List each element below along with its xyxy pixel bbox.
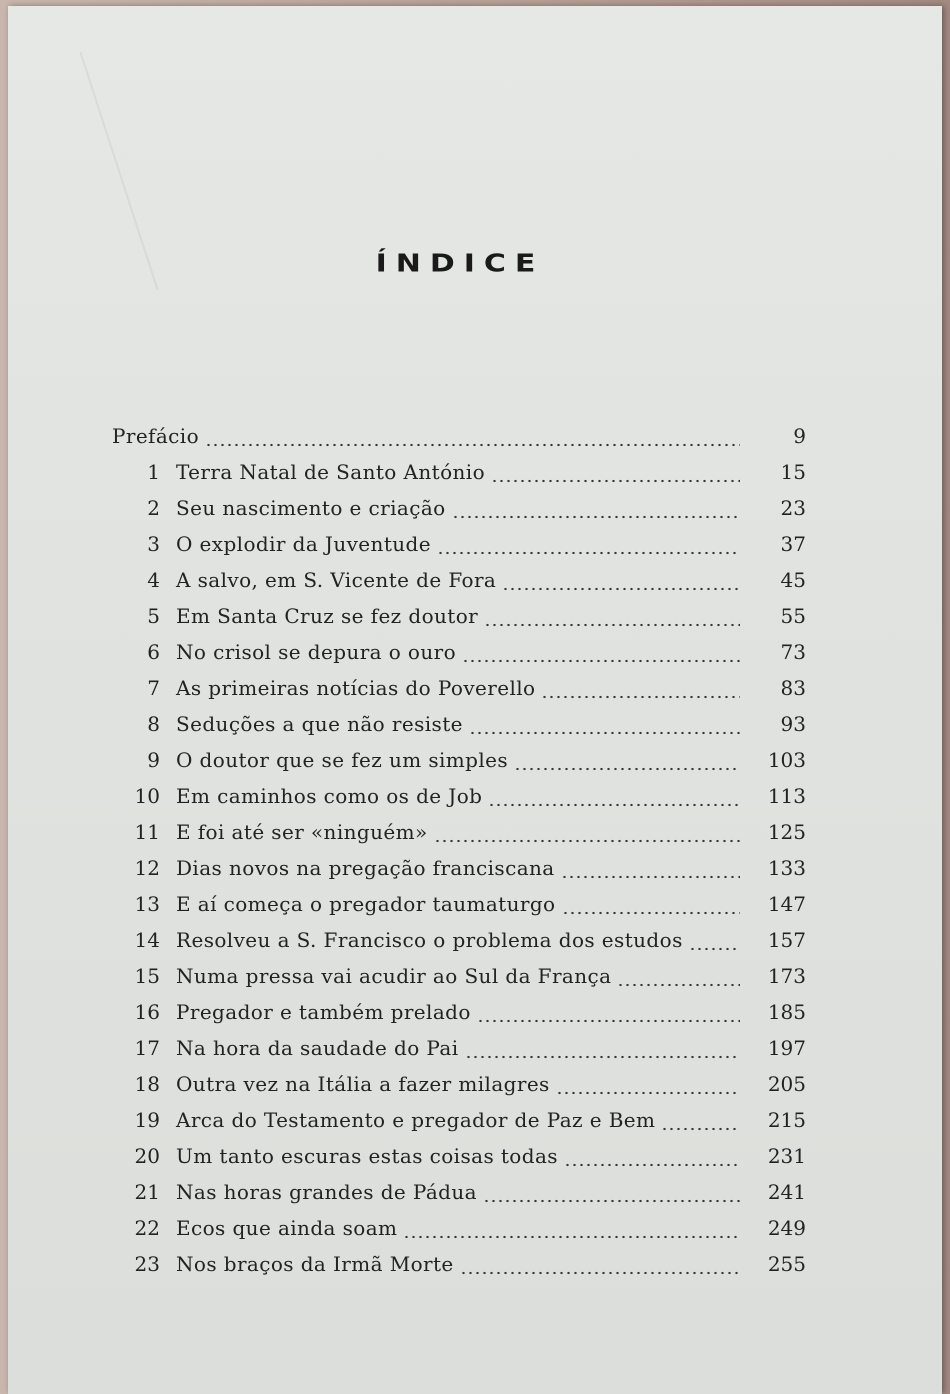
- page-number: 103: [767, 748, 806, 772]
- dot-leader: [617, 983, 740, 987]
- chapter-title: Nas horas grandes de Pádua: [176, 1180, 477, 1204]
- page-number: 45: [780, 568, 806, 592]
- toc-entry: [112, 712, 812, 742]
- chapter-number: 14: [134, 928, 160, 952]
- chapter-title: Em Santa Cruz se fez doutor: [176, 604, 479, 628]
- toc-entry: [112, 532, 812, 562]
- toc-entry: [112, 784, 812, 814]
- page-number: 249: [767, 1216, 806, 1240]
- toc-entry: [112, 928, 812, 958]
- chapter-title: Ecos que ainda soam: [176, 1216, 398, 1240]
- dot-leader: [477, 1019, 740, 1023]
- toc-entry: [112, 820, 812, 850]
- dot-leader: [469, 731, 740, 735]
- dot-leader: [502, 587, 740, 591]
- chapter-title: O doutor que se fez um simples: [176, 748, 509, 772]
- chapter-title: Resolveu a S. Francisco o problema dos estudos: [176, 928, 683, 952]
- page-number: 23: [780, 496, 806, 520]
- chapter-number: 8: [147, 712, 160, 736]
- page-number: 241: [767, 1180, 806, 1204]
- dot-leader: [514, 767, 740, 771]
- toc-entry: [112, 568, 812, 598]
- chapter-title: Um tanto escuras estas coisas todas: [176, 1144, 558, 1168]
- dot-leader: [564, 1163, 740, 1167]
- chapter-title: Em caminhos como os de Job: [176, 784, 483, 808]
- toc-entry: [112, 460, 812, 490]
- chapter-number: 20: [134, 1144, 160, 1168]
- chapter-title: O explodir da Juventude: [176, 532, 431, 556]
- chapter-number: 2: [147, 496, 160, 520]
- dot-leader: [484, 623, 740, 627]
- page-number: 215: [767, 1108, 806, 1132]
- chapter-number: 17: [134, 1036, 160, 1060]
- page-number: 37: [780, 532, 806, 556]
- chapter-number: 18: [134, 1072, 160, 1096]
- chapter-number: 12: [134, 856, 160, 880]
- chapter-title: No crisol se depura o ouro: [176, 640, 457, 664]
- toc-entry: [112, 604, 812, 634]
- chapter-title: E foi até ser «ninguém»: [176, 820, 428, 844]
- page-number: 197: [767, 1036, 806, 1060]
- page-number: 125: [767, 820, 806, 844]
- toc-entry: [112, 1108, 812, 1138]
- dot-leader: [452, 515, 740, 519]
- toc-entry: [112, 1072, 812, 1102]
- toc-entry: [112, 1036, 812, 1066]
- chapter-number: 16: [134, 1000, 160, 1024]
- dot-leader: [205, 443, 740, 447]
- toc-entry: [112, 1000, 812, 1030]
- page-number: 231: [767, 1144, 806, 1168]
- page-number: 185: [767, 1000, 806, 1024]
- page-crease: [79, 52, 158, 290]
- chapter-number: 3: [147, 532, 160, 556]
- chapter-number: 11: [134, 820, 160, 844]
- chapter-title: As primeiras notícias do Poverello: [176, 676, 536, 700]
- chapter-title: Seu nascimento e criação: [176, 496, 446, 520]
- toc-entry: [112, 748, 812, 778]
- chapter-number: 10: [134, 784, 160, 808]
- page-number: 15: [780, 460, 806, 484]
- page-number: 93: [780, 712, 806, 736]
- chapter-title: Numa pressa vai acudir ao Sul da França: [176, 964, 612, 988]
- dot-leader: [403, 1235, 740, 1239]
- chapter-title: Na hora da saudade do Pai: [176, 1036, 459, 1060]
- toc-entry: [112, 964, 812, 994]
- chapter-title: E aí começa o pregador taumaturgo: [176, 892, 556, 916]
- page-number: 205: [767, 1072, 806, 1096]
- dot-leader: [562, 911, 741, 915]
- dot-leader: [483, 1199, 740, 1203]
- page-number: 133: [767, 856, 806, 880]
- chapter-number: 15: [134, 964, 160, 988]
- toc-entry: [112, 1144, 812, 1174]
- toc-entry: [112, 1216, 812, 1246]
- toc-entry: [112, 676, 812, 706]
- dot-leader: [541, 695, 740, 699]
- chapter-number: 1: [147, 460, 160, 484]
- chapter-title: A salvo, em S. Vicente de Fora: [176, 568, 497, 592]
- toc-entry: [112, 1252, 812, 1282]
- chapter-title: Dias novos na pregação franciscana: [176, 856, 555, 880]
- dot-leader: [491, 479, 740, 483]
- chapter-number: 23: [134, 1252, 160, 1276]
- chapter-number: 9: [147, 748, 160, 772]
- toc-entry: [112, 1180, 812, 1210]
- chapter-title: Nos braços da Irmã Morte: [176, 1252, 454, 1276]
- toc-entry: [112, 640, 812, 670]
- page-title: ÍNDICE: [375, 249, 545, 278]
- chapter-title: Prefácio: [112, 424, 200, 448]
- dot-leader: [437, 551, 740, 555]
- chapter-number: 13: [134, 892, 160, 916]
- page-number: 9: [793, 424, 806, 448]
- chapter-number: 6: [147, 640, 160, 664]
- page-number: 173: [767, 964, 806, 988]
- toc-entry: [112, 856, 812, 886]
- chapter-number: 5: [147, 604, 160, 628]
- page-number: 55: [780, 604, 806, 628]
- page-number: 157: [767, 928, 806, 952]
- toc-entry: [112, 424, 812, 454]
- dot-leader: [434, 839, 740, 843]
- page-number: 83: [780, 676, 806, 700]
- dot-leader: [488, 803, 740, 807]
- chapter-number: 19: [134, 1108, 160, 1132]
- chapter-number: 22: [134, 1216, 160, 1240]
- page-number: 255: [767, 1252, 806, 1276]
- chapter-title: Pregador e também prelado: [176, 1000, 471, 1024]
- chapter-title: Outra vez na Itália a fazer milagres: [176, 1072, 550, 1096]
- dot-leader: [556, 1091, 740, 1095]
- page-number: 113: [767, 784, 806, 808]
- dot-leader: [689, 947, 740, 951]
- chapter-title: Terra Natal de Santo António: [176, 460, 486, 484]
- toc-entry: [112, 892, 812, 922]
- page-number: 147: [767, 892, 806, 916]
- chapter-title: Arca do Testamento e pregador de Paz e Bem: [176, 1108, 656, 1132]
- chapter-number: 21: [134, 1180, 160, 1204]
- page-number: 73: [780, 640, 806, 664]
- dot-leader: [460, 1271, 740, 1275]
- dot-leader: [561, 875, 740, 879]
- dot-leader: [462, 659, 740, 663]
- toc-entry: [112, 496, 812, 526]
- dot-leader: [465, 1055, 741, 1059]
- chapter-title: Seduções a que não resiste: [176, 712, 463, 736]
- chapter-number: 7: [147, 676, 160, 700]
- dot-leader: [661, 1127, 740, 1131]
- chapter-number: 4: [147, 568, 160, 592]
